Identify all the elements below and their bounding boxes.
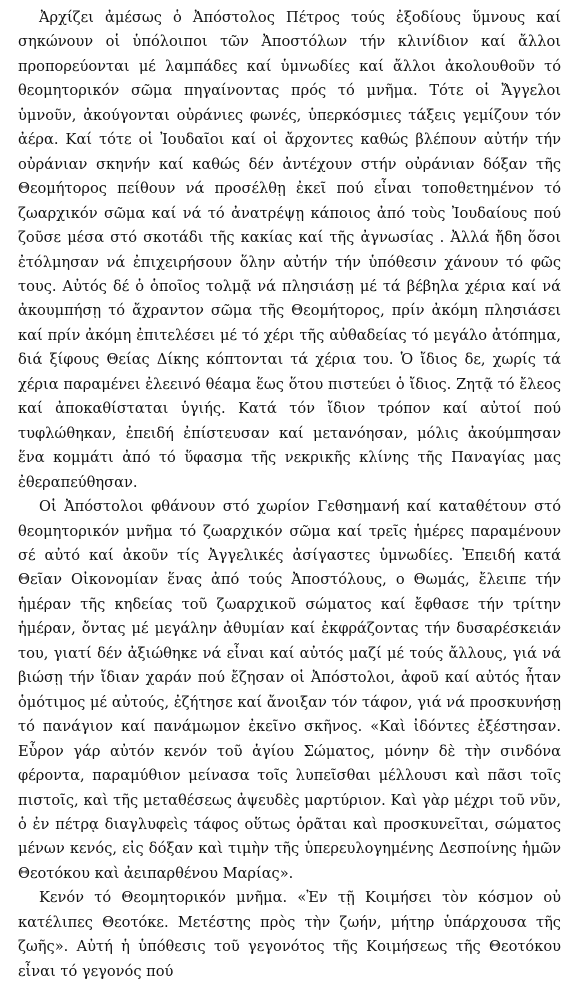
paragraph-3: Κενόν τό Θεομητορικόν μνῆμα. «Ἐν τῇ Κοιμήσει τὸν κόσμον οὐ κατέλιπες Θεοτόκε. Μετέστης πρὸς τὴν ζωήν, μήτηρ ὑπάρχουσα τῆς ζωῆς». Αὐτή ἡ ὑπόθεσις τοῦ γεγονότος τῆς Κοιμήσεως τῆς Θεοτόκου εἶναι τό γεγονός πού <box>18 889 561 980</box>
document-page <box>18 6 561 984</box>
paragraph-1: Ἀρχίζει ἀμέσως ὁ Ἀπόστολος Πέτρος τούς ἐξοδίους ὕμνους καί σηκώνουν οἱ ὑπόλοιποι τῶν Ἀποστόλων τήν κλινίδιον καί ἄλλοι προπορεύονται μέ λαμπάδες καί ὑμνωδίες καί ἄλλοι ἀκολουθοῦν τό θεομητορικόν σῶμα πηγαίνοντας πρός τό μνῆμα. Τότε οἱ Ἄγγελοι ὑμνοῦν, ἀκούγονται οὐράνιες φωνές, ὑπερκόσμιες τάξεις γεμίζουν τόν ἀέρα. Καί τότε οἱ Ἰουδαῖοι καί οἱ ἄρχοντες καθώς βλέπουν αὐτήν τήν οὐράνιαν σκηνήν καί καθώς δέν ἀντέχουν στήν οὐράνιαν δόξαν τῆς Θεομήτορος πείθουν νά προσέλθῃ ἐκεῖ πού εἶναι τοποθετημένον τό ζωαρχικόν σῶμα καί νά τό ἀνατρέψῃ κάποιος ἀπό τοὺς Ἰουδαίους πού ζοῦσε μέσα στό σκοτάδι τῆς κακίας καί τῆς ἀγνωσίας . Ἀλλά ἤδη ὅσοι ἐτόλμησαν νά ἐπιχειρήσουν ὅλην αὐτήν τήν ὑπόθεσιν χάνουν τό φῶς τους. Αὐτός δέ ὁ ὁποῖος τολμᾷ νά πλησιάσῃ μέ τά βέβηλα χέρια καί νά ἀκουμπήσῃ τό ἄχραντον σῶμα τῆς Θεομήτορος, πρίν ἀκόμη πλησιάσει καί πρίν ἀκόμη ἐπιτελέσει μέ τό χέρι τῆς αὐθαδείας τό μεγάλο ἀτόπημα, διά ξίφους Θείας Δίκης κόπτονται τά χέρια του. Ὁ ἴδιος δε, χωρίς τά χέρια παραμένει ἐλεεινό θέαμα ἕως ὅτου πιστεύει ὁ ἴδιος. Ζητᾷ τό ἔλεος καί ἀποκαθίσταται ὑγιής. Κατά τόν ἴδιον τρόπον καί αὐτοί πού τυφλώθηκαν, ἐπειδή ἐπίστευσαν καί μετανόησαν, μόλις ἀκούμπησαν ἕνα κομμάτι ἀπό τό ὕφασμα τῆς νεκρικῆς κλίνης τῆς Παναγίας μας ἐθεραπεύθησαν. <box>18 9 561 491</box>
paragraph-2: Οἱ Ἀπόστολοι φθάνουν στό χωρίον Γεθσημανή καί καταθέτουν στό θεομητορικόν μνῆμα τό ζωαρχικόν σῶμα καί τρεῖς ἡμέρες παραμένουν σέ αὐτό καί ἀκοῦν τίς Ἀγγελικές ἀσίγαστες ὑμνωδίες. Ἐπειδή κατά Θεῖαν Οἰκονομίαν ἕνας ἀπό τούς Ἀποστόλους, ο Θωμάς, ἔλειπε τήν ἡμέραν τῆς κηδείας τοῦ ζωαρχικοῦ σώματος καί ἔφθασε τήν τρίτην ἡμέραν, ὄντας μέ μεγάλην ἀθυμίαν καί ἐκφράζοντας τήν δυσαρέσκειάν του, γιατί δέν ἀξιώθηκε νά εἶναι καί αὐτός μαζί μέ τούς ἄλλους, γιά νά βιώσῃ τήν ἴδιαν χαράν πού ἔζησαν οἱ Ἀπόστολοι, ἀφοῦ καί αὐτός ἦταν ὁμότιμος μέ αὐτούς, ἐζήτησε καί ἄνοιξαν τόν τάφον, γιά νά προσκυνήσῃ τό πανάγιον καί πανάμωμον ἐκεῖνο σκῆνος. «Καὶ ἰδόντες ἐξέστησαν. Εὗρον γάρ αὐτόν κενόν τοῦ ἁγίου Σώματος, μόνην δὲ τὴν σινδόνα φέροντα, παραμύθιον μείνασα τοῖς λυπεῖσθαι μέλλουσι καὶ πᾶσι τοῖς πιστοῖς, καὶ τῆς μεταθέσεως ἀψευδὲς μαρτύριον. Καὶ γὰρ μέχρι τοῦ νῦν, ὁ ἐν πέτρᾳ διαγλυφεὶς τάφος οὕτως ὁρᾶται καὶ προσκυνεῖται, σώματος μένων κενός, εἰς δόξαν καὶ τιμὴν τῆς ὑπερευλογημένης Δεσποίνης ἡμῶν Θεοτόκου καὶ ἀειπαρθένου Μαρίας». <box>18 498 561 882</box>
